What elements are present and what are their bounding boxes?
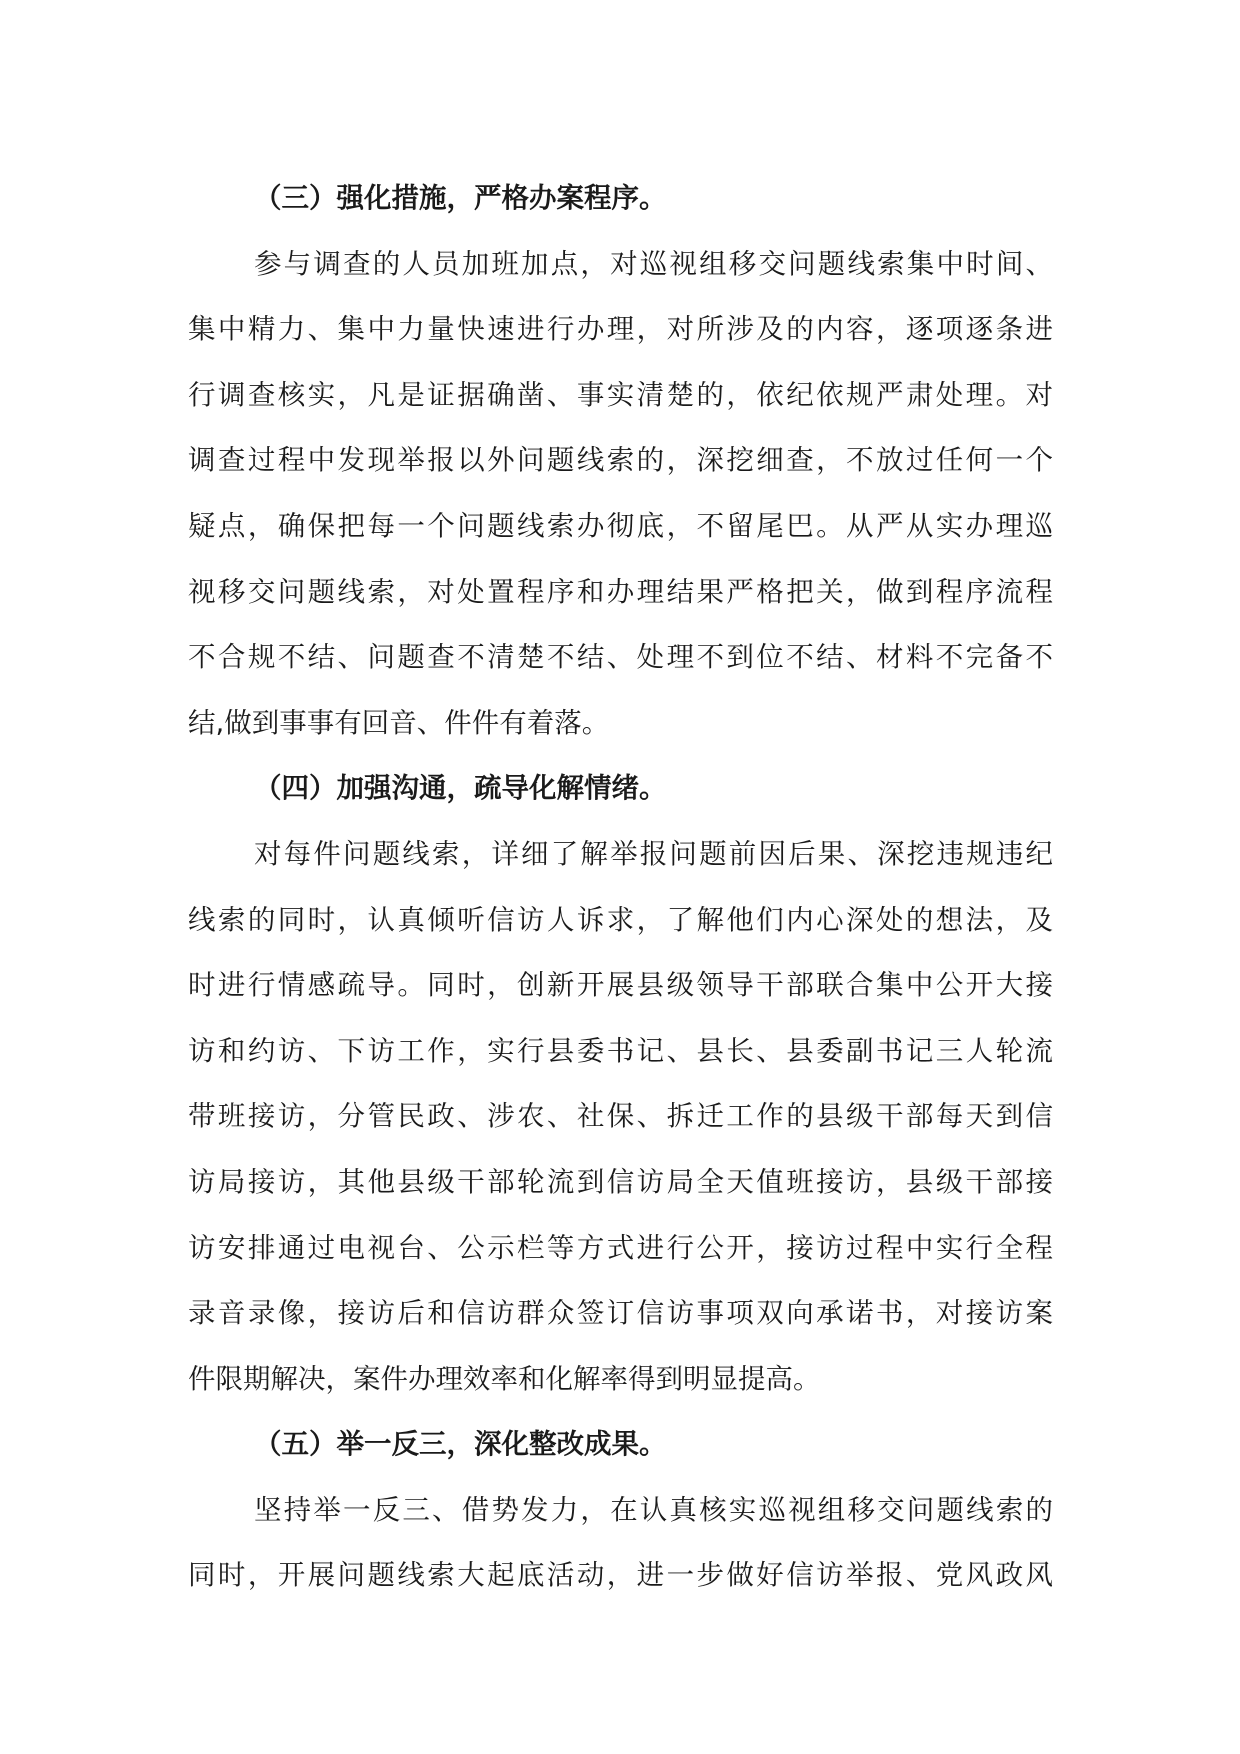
section-heading-4: （四）加强沟通，疏导化解情绪。 xyxy=(254,772,667,805)
paragraph-line: 访局接访，其他县级干部轮流到信访局全天值班接访，县级干部接 xyxy=(188,1165,1053,1198)
paragraph-4 xyxy=(188,822,1053,1412)
paragraph-line: 不合规不结、问题查不清楚不结、处理不到位不结、材料不完备不 xyxy=(188,641,1053,674)
paragraph-line: 线索的同时，认真倾听信访人诉求，了解他们内心深处的想法，及 xyxy=(188,903,1053,936)
paragraph-line: 集中精力、集中力量快速进行办理，对所涉及的内容，逐项逐条进 xyxy=(188,313,1053,346)
paragraph-line: 结,做到事事有回音、件件有着落。 xyxy=(188,706,610,739)
document-body xyxy=(188,166,1053,1609)
paragraph-line: 疑点，确保把每一个问题线索办彻底，不留尾巴。从严从实办理巡 xyxy=(188,509,1053,542)
paragraph-line: 件限期解决，案件办理效率和化解率得到明显提高。 xyxy=(188,1362,821,1395)
paragraph-line: 时进行情感疏导。同时，创新开展县级领导干部联合集中公开大接 xyxy=(188,969,1053,1002)
paragraph-line: 坚持举一反三、借势发力，在认真核实巡视组移交问题线索的 xyxy=(254,1493,1053,1526)
section-heading-5: （五）举一反三，深化整改成果。 xyxy=(254,1428,667,1461)
section-heading-3: （三）强化措施，严格办案程序。 xyxy=(254,182,667,214)
paragraph-3 xyxy=(188,232,1053,757)
paragraph-line: 视移交问题线索，对处置程序和办理结果严格把关，做到程序流程 xyxy=(188,575,1053,608)
paragraph-line: 带班接访，分管民政、涉农、社保、拆迁工作的县级干部每天到信 xyxy=(188,1100,1053,1133)
paragraph-line: 对每件问题线索，详细了解举报问题前因后果、深挖违规违纪 xyxy=(254,837,1053,870)
paragraph-line: 录音录像，接访后和信访群众签订信访事项双向承诺书，对接访案 xyxy=(188,1297,1053,1330)
paragraph-line: 同时，开展问题线索大起底活动，进一步做好信访举报、党风政风 xyxy=(188,1559,1053,1592)
paragraph-5 xyxy=(188,1478,1053,1609)
paragraph-line: 参与调查的人员加班加点，对巡视组移交问题线索集中时间、 xyxy=(254,247,1053,280)
paragraph-line: 访安排通过电视台、公示栏等方式进行公开，接访过程中实行全程 xyxy=(188,1231,1053,1264)
paragraph-line: 调查过程中发现举报以外问题线索的，深挖细查，不放过任何一个 xyxy=(188,444,1053,477)
paragraph-line: 访和约访、下访工作，实行县委书记、县长、县委副书记三人轮流 xyxy=(188,1034,1053,1067)
paragraph-line: 行调查核实，凡是证据确凿、事实清楚的，依纪依规严肃处理。对 xyxy=(188,378,1053,411)
